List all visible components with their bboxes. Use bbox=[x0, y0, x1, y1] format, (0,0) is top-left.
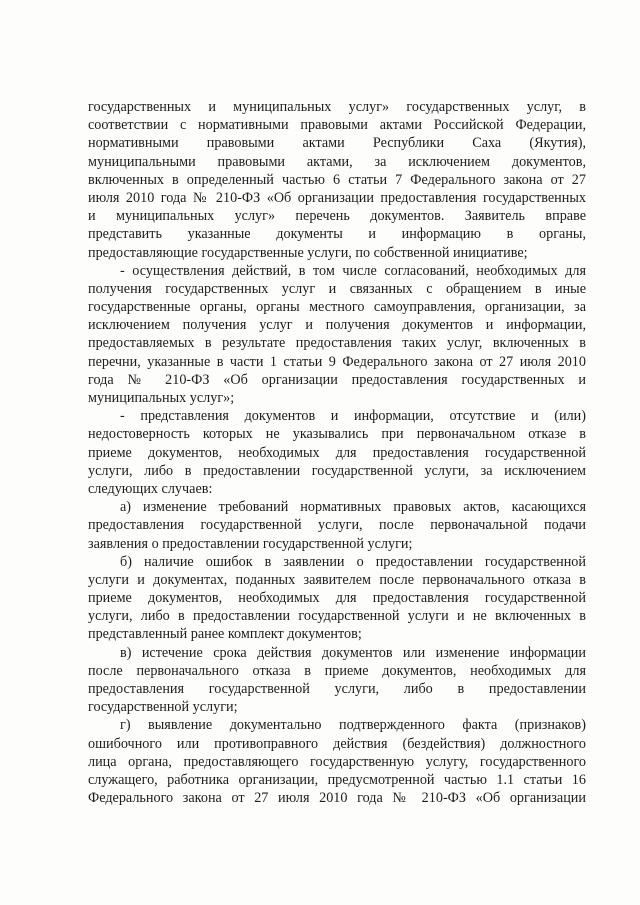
text-line: получения государственных услуг и связанных с обращением в иные bbox=[88, 280, 586, 297]
text-line: представленный ранее комплект документов; bbox=[88, 626, 362, 643]
text-line: представить указанные документы и информацию в органы, bbox=[88, 226, 586, 243]
text-line: следующих случаев: bbox=[88, 480, 213, 497]
text-line: муниципальными правовыми актами, за исключением документов, bbox=[88, 153, 586, 170]
text-line: государственной услуги; bbox=[88, 699, 238, 716]
text-line: после первоначального отказа в приеме документов, необходимых для bbox=[88, 662, 586, 679]
text-line: Федерального закона от 27 июля 2010 года № 210-ФЗ «Об организации bbox=[88, 790, 586, 807]
text-line: в) истечение срока действия документов или изменение информации bbox=[120, 644, 586, 661]
text-line: услуги, либо в предоставлении государственной услуги и не включенных в bbox=[88, 608, 586, 625]
text-line: г) выявление документально подтвержденного факта (признаков) bbox=[120, 717, 586, 734]
text-line: - осуществления действий, в том числе согласований, необходимых для bbox=[120, 262, 586, 279]
text-line: лица органа, предоставляющего государственную услугу, государственного bbox=[88, 753, 586, 770]
text-line: муниципальных услуг»; bbox=[88, 390, 235, 406]
text-line: соответствии с нормативными правовыми актами Российской Федерации, bbox=[88, 117, 586, 134]
text-line: государственные органы, органы местного самоуправления, организации, за bbox=[88, 299, 586, 316]
text-line: предоставляющие государственные услуги, по собственной инициативе; bbox=[88, 244, 528, 261]
text-line: приеме документов, необходимых для предоставления государственной bbox=[88, 444, 586, 461]
text-line: ошибочного или противоправного действия (бездействия) должностного bbox=[88, 735, 586, 752]
text-line: услуги, либо в предоставлении государственной услуги, за исключением bbox=[88, 462, 586, 479]
text-line: заявления о предоставлении государственной услуги; bbox=[88, 535, 413, 552]
text-line: и муниципальных услуг» перечень документов. Заявитель вправе bbox=[88, 208, 586, 225]
text-line: нормативными правовыми актами Республики Саха (Якутия), bbox=[88, 135, 586, 152]
text-line: предоставления государственной услуги, либо в предоставлении bbox=[88, 681, 586, 697]
document-body bbox=[88, 98, 586, 807]
text-line: государственных и муниципальных услуг» государственных услуг, в bbox=[88, 99, 586, 115]
text-line: включенных в определенный частью 6 статьи 7 Федерального закона от 27 bbox=[88, 171, 586, 188]
text-line: недостоверность которых не указывались при первоначальном отказе в bbox=[88, 426, 586, 443]
text-line: года № 210-ФЗ «Об организации предоставления государственных и bbox=[88, 371, 586, 388]
text-line: услуги и документах, поданных заявителем после первоначального отказа в bbox=[88, 571, 586, 588]
text-line: б) наличие ошибок в заявлении о предоставлении государственной bbox=[120, 553, 586, 570]
text-line: июля 2010 года № 210-ФЗ «Об организации предоставления государственных bbox=[88, 189, 586, 206]
text-line: а) изменение требований нормативных правовых актов, касающихся bbox=[120, 499, 586, 516]
text-line: предоставления государственной услуги, после первоначальной подачи bbox=[88, 517, 586, 534]
text-line: служащего, работника организации, предусмотренной частью 1.1 статьи 16 bbox=[88, 771, 586, 788]
text-line: приеме документов, необходимых для предоставления государственной bbox=[88, 590, 586, 607]
text-line: - представления документов и информации, отсутствие и (или) bbox=[120, 408, 586, 425]
text-line: исключением получения услуг и получения документов и информации, bbox=[88, 317, 586, 334]
text-line: предоставляемых в результате предоставления таких услуг, включенных в bbox=[88, 335, 586, 352]
text-line: перечни, указанные в части 1 статьи 9 Федерального закона от 27 июля 2010 bbox=[88, 353, 586, 370]
